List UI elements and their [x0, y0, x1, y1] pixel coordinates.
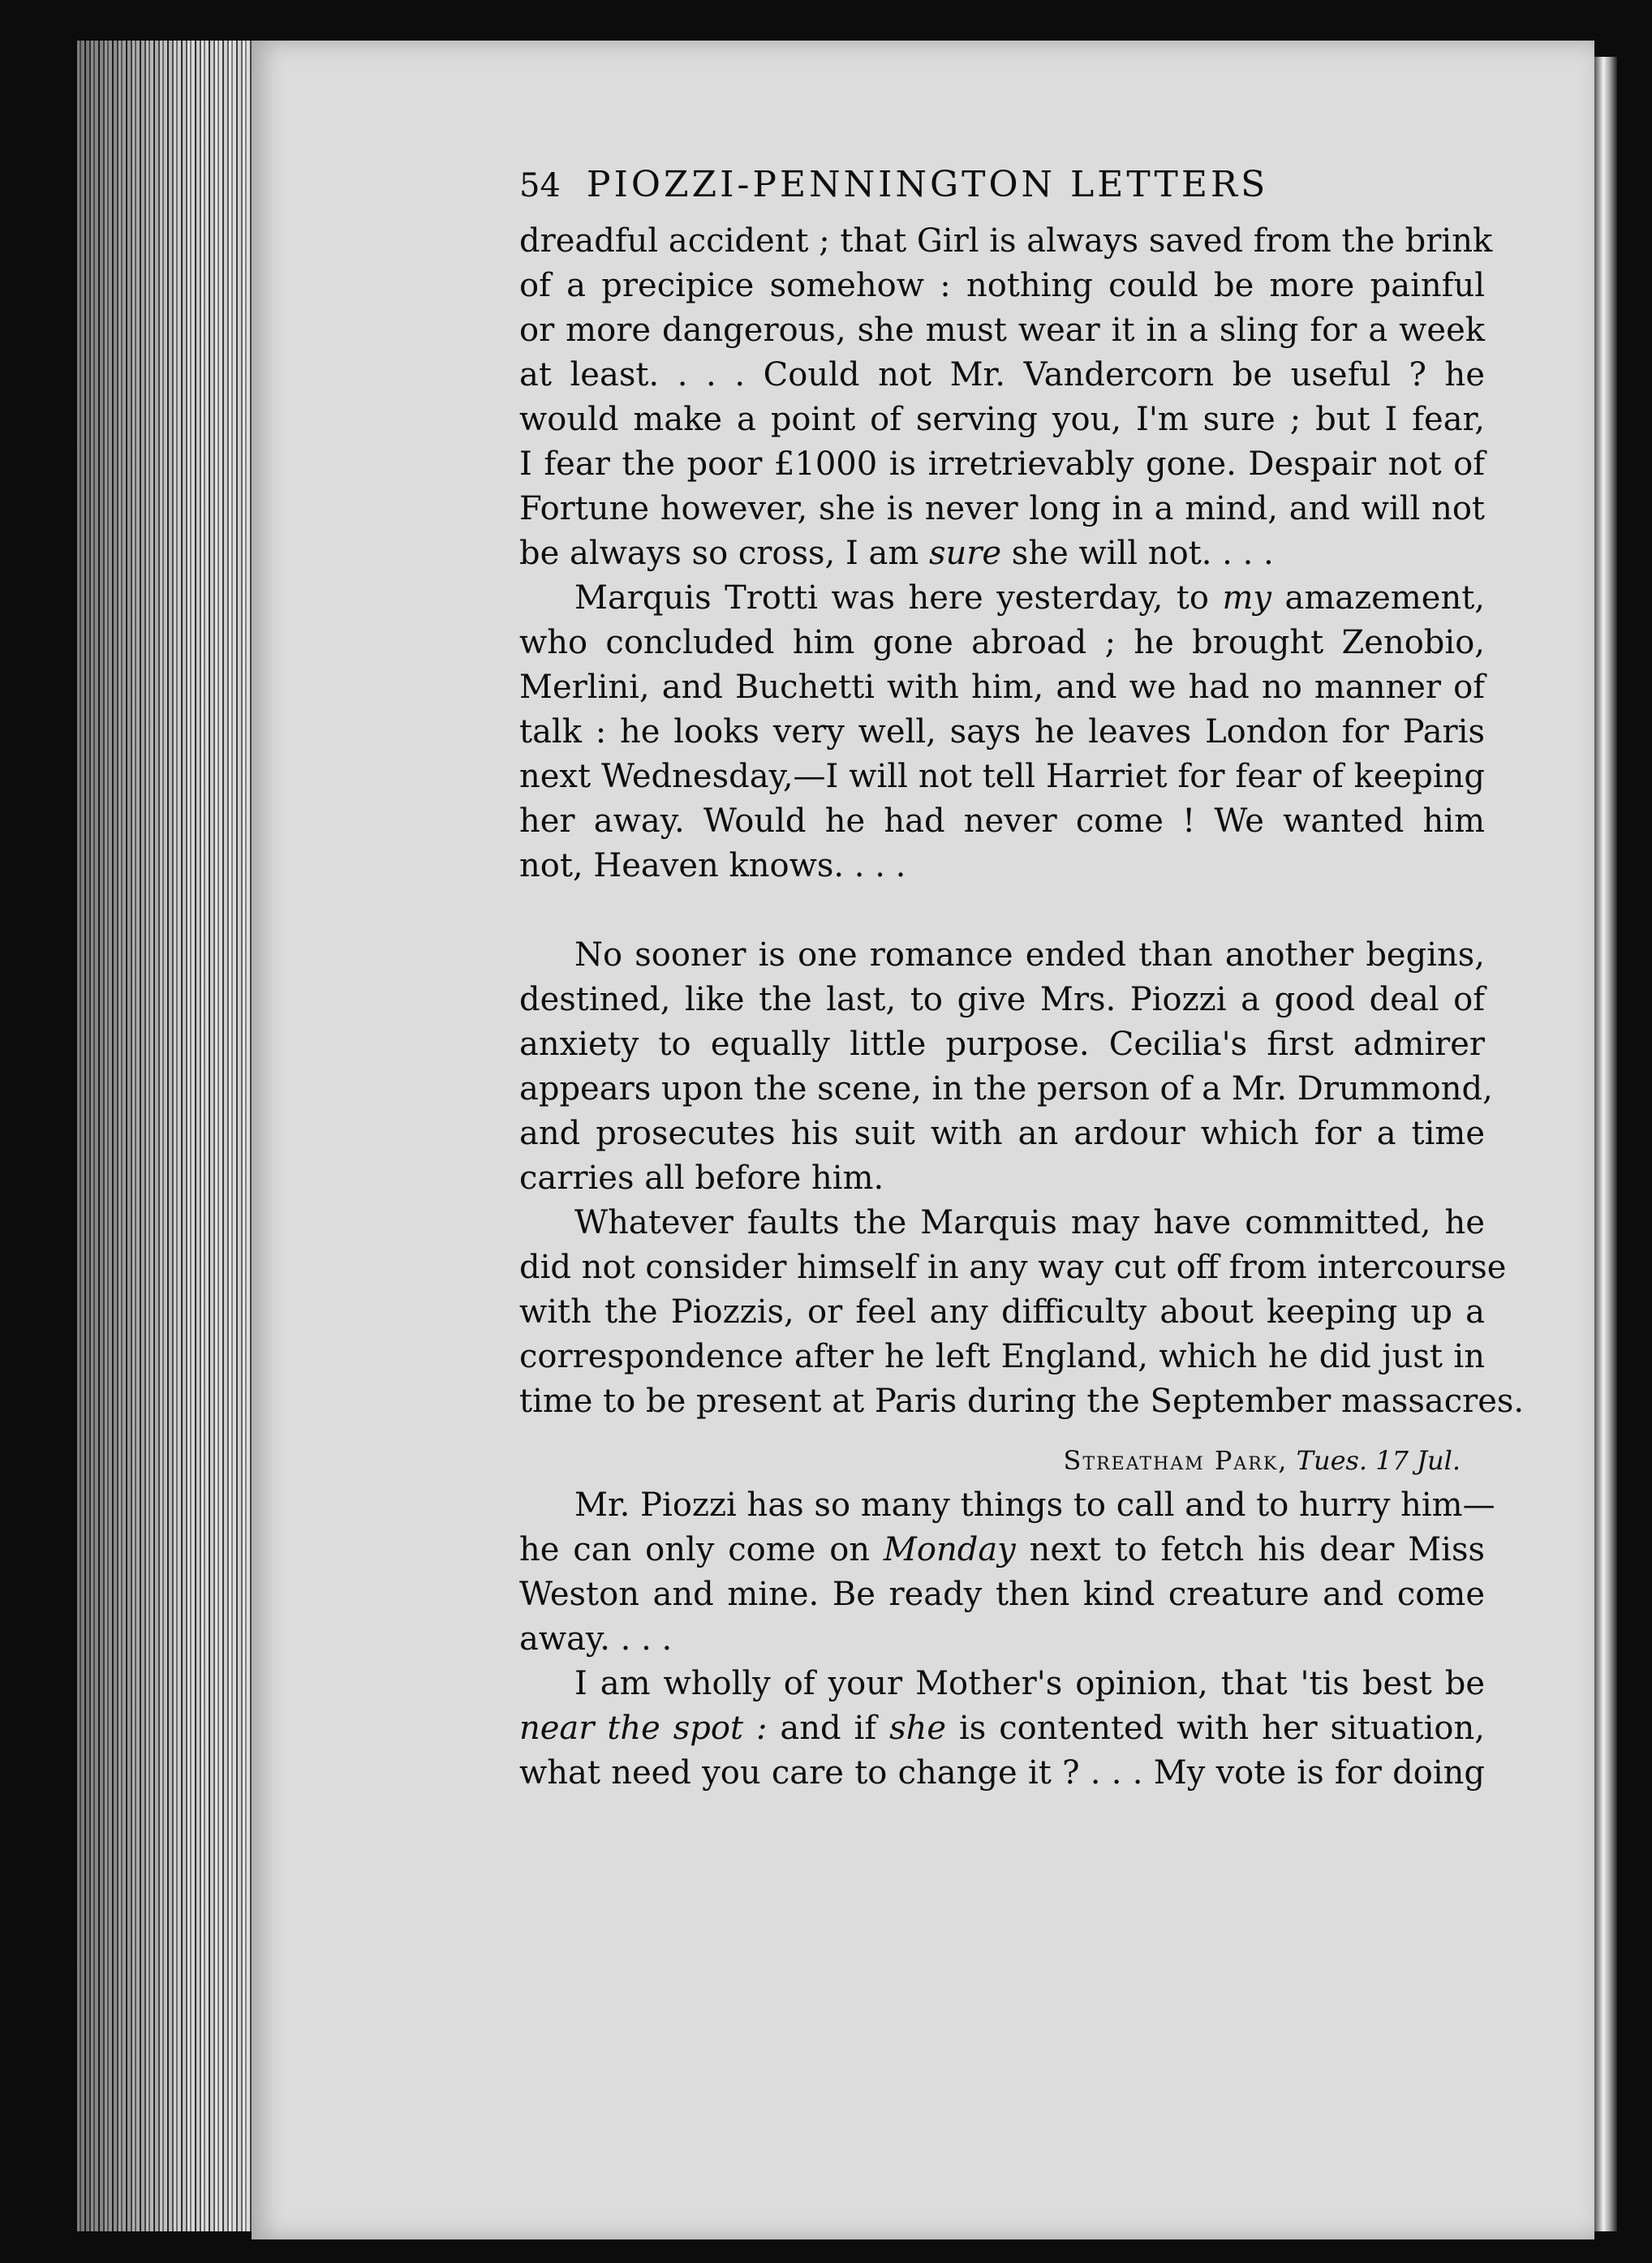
page-text [519, 162, 1525, 1796]
text-line: Weston and mine. Be ready then kind creature and come [519, 1576, 1485, 1613]
text-line: anxiety to equally little purpose. Cecilia's first admirer [519, 1026, 1485, 1063]
running-head: PIOZZI-PENNINGTON LETTERS [586, 164, 1269, 205]
italic-run: my [1222, 579, 1271, 617]
paragraph-gap [519, 888, 1485, 933]
text-line [519, 576, 1485, 621]
text-line: at least. . . . Could not Mr. Vandercorn be useful ? he [519, 356, 1485, 394]
text-run: and if [767, 1710, 890, 1747]
text-line [519, 1528, 1485, 1572]
text-line: did not consider himself in any way cut off from intercourse [519, 1249, 1507, 1286]
letter-excerpt-1 [519, 219, 1493, 888]
dateline-place: Streatham Park, [1063, 1445, 1288, 1476]
text-line: her away. Would he had never come ! We wanted him [519, 802, 1485, 840]
text-line: dreadful accident ; that Girl is always saved from the brink [519, 222, 1493, 260]
italic-run: she [889, 1710, 947, 1747]
text-line: Merlini, and Buchetti with him, and we had no manner of [519, 669, 1485, 706]
text-line: who concluded him gone abroad ; he brought Zenobio, [519, 624, 1485, 661]
text-line: I am wholly of your Mother's opinion, that 'tis best be [574, 1665, 1485, 1702]
text-run: be always so cross, I am [519, 535, 929, 572]
text-run: she will not. . . . [1001, 535, 1274, 572]
italic-run: Monday [883, 1531, 1016, 1568]
text-line: Mr. Piozzi has so many things to call and to hurry him— [574, 1486, 1495, 1524]
italic-run: near the spot : [519, 1710, 768, 1747]
text-line: Whatever faults the Marquis may have committed, he [574, 1204, 1485, 1241]
page-header [519, 162, 1485, 219]
text-line: away. . . . [519, 1620, 673, 1658]
text-line [519, 1706, 1485, 1751]
text-run: next to fetch his dear Miss [1015, 1531, 1486, 1568]
letter-dateline [519, 1439, 1485, 1483]
italic-run: sure [928, 535, 1002, 572]
text-line: I fear the poor £1000 is irretrievably gone. Despair not of [519, 445, 1485, 483]
text-run: Marquis Trotti was here yesterday, to [574, 579, 1223, 617]
text-line: what need you care to change it ? . . . My vote is for doing [519, 1754, 1485, 1792]
text-line: or more dangerous, she must wear it in a sling for a week [519, 312, 1485, 349]
text-line: of a precipice somehow : nothing could be more painful [519, 267, 1485, 304]
dateline-date: Tues. 17 Jul. [1296, 1445, 1461, 1476]
text-run: is contented with her situation, [946, 1710, 1485, 1747]
text-run: he can only come on [519, 1531, 884, 1568]
text-line: time to be present at Paris during the September massacres. [519, 1383, 1525, 1420]
text-line: would make a point of serving you, I'm sure ; but I fear, [519, 401, 1485, 438]
text-line: next Wednesday,—I will not tell Harriet for fear of keeping [519, 758, 1485, 795]
text-line: correspondence after he left England, which he did just in [519, 1338, 1485, 1375]
text-line: carries all before him. [519, 1159, 884, 1197]
letter-excerpt-2 [519, 1483, 1495, 1796]
text-line: not, Heaven knows. . . . [519, 847, 906, 884]
text-line: and prosecutes his suit with an ardour which for a time [519, 1115, 1485, 1152]
page-edge-shadow [77, 41, 272, 2231]
text-run: amazement, [1271, 579, 1485, 617]
text-line: appears upon the scene, in the person of a Mr. Drummond, [519, 1070, 1493, 1108]
text-line [519, 531, 1485, 576]
page-number: 54 [519, 167, 561, 204]
book-right-edge [1594, 57, 1617, 2231]
text-line: destined, like the last, to give Mrs. Piozzi a good deal of [519, 981, 1485, 1018]
editorial-commentary [519, 933, 1525, 1424]
text-line: with the Piozzis, or feel any difficulty about keeping up a [519, 1293, 1485, 1331]
text-line: No sooner is one romance ended than another begins, [574, 936, 1485, 974]
text-line: talk : he looks very well, says he leaves London for Paris [519, 713, 1485, 751]
text-line: Fortune however, she is never long in a mind, and will not [519, 490, 1485, 527]
